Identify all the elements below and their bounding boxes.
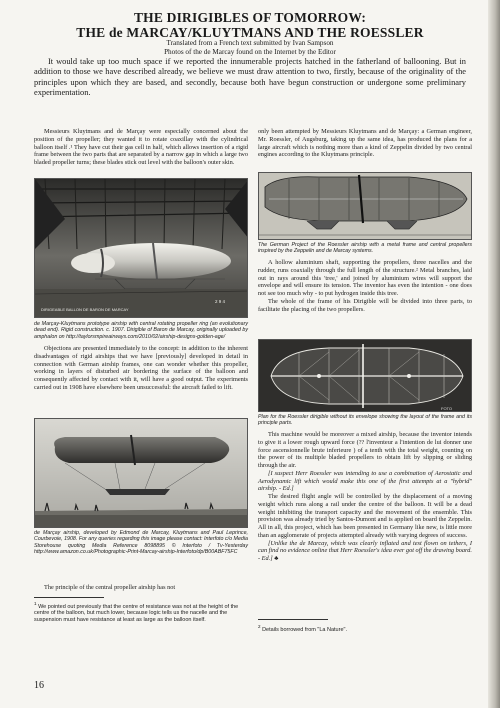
page-spine-shadow: [488, 0, 500, 708]
footnote-1-text: We pointed out previously that the centre of resistance was not at the height of the centre of the balloon, but much lower, because logic tells us the nacelle and the suspension must have resistance at least as large as the balloon itself.: [34, 603, 239, 624]
photo-credit: Photos of the de Marcay found on the Internet by the Editor: [164, 47, 336, 56]
right-column-bottom: [258, 431, 472, 563]
right-paragraph-2: A hollow aluminium shaft, supporting the propellers, three nacelles and the rudder, runs coaxially through the full length of the structure.² Metal branches, laid out in rays around this 'tree,' and joined by aluminium wires will support the envelope and will ensure its tension. The inventor has even the intention - one does not see too much why - to put hydrogen inside this tree.: [258, 259, 472, 297]
right-paragraph-7: [Unlike the de Marcay, which was clearly inflated and test flown on tethers, I can find no evidence online that Herr Roessler's idea ever got off the drawing board. - Ed.] ♣: [258, 539, 472, 562]
right-paragraph-6: The desired flight angle will be controlled by the displacement of a moving weight which runs along a rail under the centre of the balloon. It will be a dead weight inhibiting the transport capacity and the movement of the ensemble. This provision was already tried by Santos-Dumont and is applied on board the Zeppelin. All in all, this project, which has been presented in Germany like new, is little more than an agglomerate of projects attempted already with varying degrees of success.: [258, 493, 472, 539]
hangar-airship-image: [35, 179, 248, 318]
right-column-top: [258, 128, 472, 159]
footnote-1-mark: 1: [34, 601, 37, 606]
intro-paragraph: It would take up too much space if we reported the innumerable projects hatched in the fatherland of ballooning. But in addition to those we have described already, we believe we must draw attention to two, firstly, because of the originality of the principles upon which they are based, and secondly, because both have begun construction or undergone some preliminary experimentation.: [34, 57, 466, 98]
left-paragraph-3: The principle of the central propeller airship has not: [44, 584, 176, 591]
field-airship-photo: [34, 418, 248, 528]
page-number: 16: [34, 680, 44, 691]
footnote-rule-right: [258, 619, 328, 620]
photo-number: 2 9 4: [215, 299, 226, 304]
left-column-middle: [34, 345, 248, 392]
footnote-2: [258, 624, 472, 633]
left-caption-2: de Marçay airship, developed by Edmond de Marcay, Kluytmans and Paul Leprince, Courbevoie, 1908. For any queries regarding this image please contact: Interfoto c/o Media Storehouse quoting Media Reference 8098895 © Interfoto / Tv-Yesterday http://www.amazon.co.uk/Photographic-Print-Marcay-airship-Interfoto/dp/B00ABF75FC: [34, 530, 248, 555]
left-paragraph-2: Objections are presented immediately to the concept: in addition to the inherent disadvantages of rigid airships that we have [previously] developed in detail in connection with German airship frames, one can wonder whether this propeller, working in layers of disturbed air bordering the surface of the balloon and consequently affected by contact with it, will have a good output. The experiments carried out in 1908 have elsewhere been unsuccessful: the aircraft failed to lift.: [34, 345, 248, 391]
footnote-rule-left: [34, 597, 104, 598]
footnote-2-mark: 2: [258, 624, 261, 629]
left-caption-1: de Marçay-Kluytmans prototype airship with central rotating propeller ring (an evolutionary dead end). Rigid construction. c. 1907. Dirigible of Baron de Marcay, originally uploaded by amphalon on http://taylorsmpireairways.com/2010/02/airship-designs-golden-age/: [34, 321, 248, 340]
footnote-1: [34, 601, 248, 624]
right-paragraph-3: The whole of the frame of his Dirigible will be divided into three parts, to facilitate the placing of the two propellers.: [258, 297, 472, 313]
hangar-airship-photo: [34, 178, 248, 318]
right-paragraph-4: This machine would be moreover a mixed airship, because the inventor intends to give it a lower rough upward force (?? l'inventeur a l'intention de lui donner une force ascensionnelle brute inferieure ) of a tenth with the total weight, counting on the power of its multiple bladed propellers to obtain lift by slipping or sliding through the air.: [258, 431, 472, 469]
roessler-airship-image: [259, 173, 472, 240]
roessler-plan-image: [259, 340, 472, 412]
plan-label: FOTO: [441, 406, 453, 411]
title-line-1: THE DIRIGIBLES OF TOMORROW:: [133, 10, 367, 25]
right-paragraph-5: [I suspect Herr Roessler was intending to use a combination of Aerostatic and Aerodynamic lift which would make this one of the first attempts at a "hybrid" airship. - Ed.]: [258, 469, 472, 493]
left-column-top: [34, 128, 248, 167]
article-title: [0, 10, 500, 40]
left-column-bottom: [34, 584, 248, 592]
roessler-plan-drawing: [258, 339, 472, 412]
roessler-airship-illustration: [258, 172, 472, 240]
photo-inset-label: DIRIGEABLE BALLON DE BARON DE MARCAY: [41, 307, 129, 312]
article-credits: [0, 39, 500, 56]
left-paragraph-1: Messieurs Kluytmans and de Marçay were especially concerned about the position of the propeller; they wanted it to rotate coaxillay with the cylindrical balloon itself .¹ They have cut their gas cell in half, which allows insertion of a rigid frame between the two parts that are separated by a narrow gap in which a large two bladed propeller turns; these blades stick out level with the balloon's outer skin.: [34, 128, 248, 166]
footnote-2-text: Details borrowed from "La Nature".: [262, 626, 347, 633]
translator-credit: Translated from a French text submitted by Ivan Sampson: [166, 39, 334, 47]
right-paragraph-1: only been attempted by Messieurs Kluytmans and de Marçay: a German engineer, Mr. Roessler, of Augsburg, taking up the same idea, has produced the plans for a large aircraft which is nothing more than a kind of Zeppelin divided by two central engines according to the Kluytmans principle.: [258, 128, 472, 159]
right-column-middle: [258, 259, 472, 313]
field-airship-image: [35, 419, 248, 528]
right-caption-2: Plan for the Roessler dirigible without its envelope showing the layout of the frame and its principle parts.: [258, 414, 472, 427]
title-line-2: THE de MARCAY/KLUYTMANS AND THE ROESSLER: [76, 25, 424, 40]
right-caption-1: The German Project of the Roessler airship with a metal frame and central propellers inspired by the Zeppelin and de Marcay systems.: [258, 242, 472, 255]
